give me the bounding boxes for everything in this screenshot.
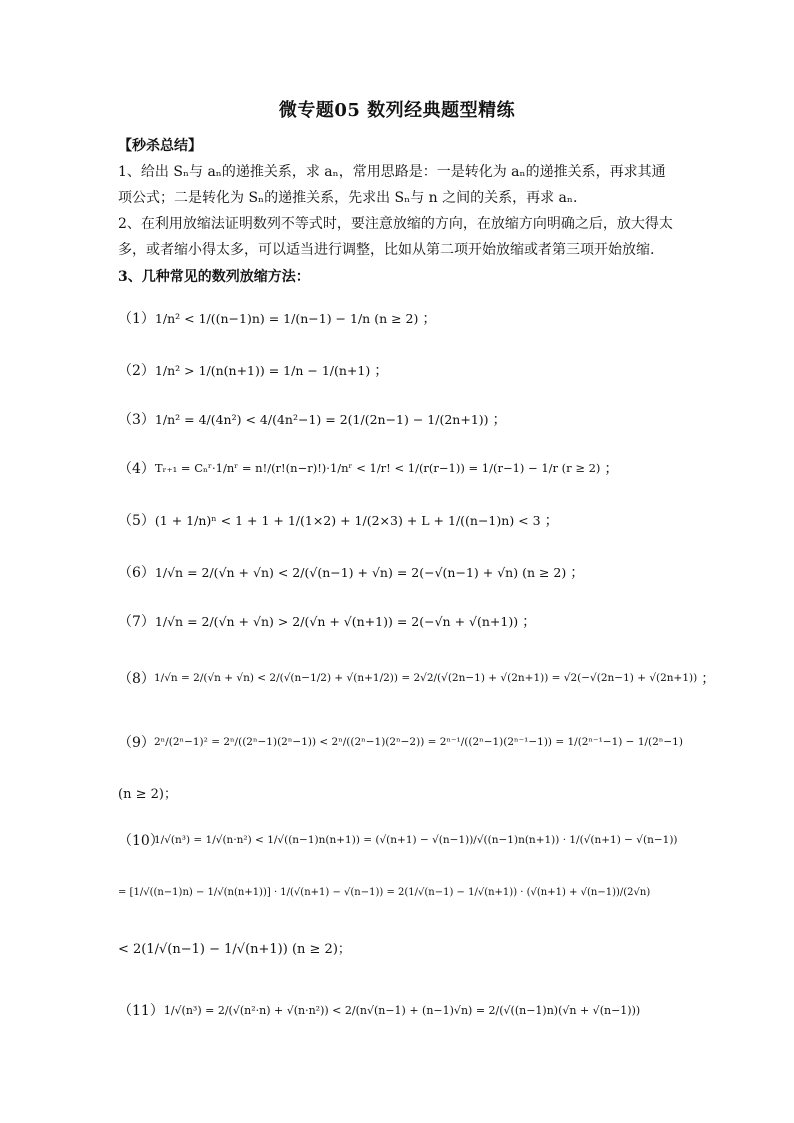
formula-expression: 1/√(n³) = 1/√(n·n²) < 1/√((n−1)n(n+1)) = (√(n+1) − √(n−1))/√((n−1)n(n+1)) · 1/(√(n+1) − √(n−1)) [154,834,678,846]
formula-label: （8） [118,671,155,687]
formula-item-10-continued-2: < 2(1/√(n−1) − 1/√(n+1)) (n ≥ 2)； [118,941,351,957]
formula-item-7 [118,601,678,641]
formula-tail: ； [374,363,389,379]
formula-item-8 [118,658,716,698]
formula-tail: ； [604,461,619,477]
formula-item-3 [118,399,678,439]
formula-item-2 [118,350,678,390]
formula-expression: 1/√n = 2/(√n + √n) > 2/(√n + √(n+1)) = 2(−√n + √(n+1)) [154,613,519,629]
section-heading: 【秒杀总结】 [118,138,202,154]
formula-expression: 1/√n = 2/(√n + √n) < 2/(√(n−1/2) + √(n+1/2)) = 2√2/(√(2n−1) + √(2n+1)) = √2(−√(2n−1) + √(2n+1)) [154,672,698,684]
formula-expression: 1/√(n³) = 2/(√(n²·n) + √(n·n²)) < 2/(n√(n−1) + (n−1)√n) = 2/(√((n−1)n)(√n + √(n−1))) [163,1003,641,1017]
formula-tail: ； [701,671,716,687]
formula-label: （4） [118,461,155,477]
formula-label: （9） [118,735,155,751]
formula-label: （5） [118,513,155,529]
paragraph-2: 2、在利用放缩法证明数列不等式时，要注意放缩的方向，在放缩方向明确之后，放大得太多，或者缩小得太多，可以适当进行调整，比如从第二项开始放缩或者第三项开始放缩. [118,216,673,258]
formula-label: （11） [118,1003,164,1019]
formula-item-10 [118,820,678,860]
formula-item-11 [118,990,678,1030]
formula-label: （6） [118,565,155,581]
formula-label: （3） [118,412,155,428]
formula-tail: ； [492,412,507,428]
methods-heading: 3、几种常见的数列放缩方法： [118,269,310,285]
formula-expression: 1/n² > 1/(n(n+1)) = 1/n − 1/(n+1) [154,362,371,378]
formula-item-5 [118,500,678,540]
formula-tail: ； [544,513,559,529]
formula-item-10-continued-1: = [1/√((n−1)n) − 1/√(n(n+1))] · 1/(√(n+1) − √(n−1)) = 2(1/√(n−1) − 1/√(n+1)) · (√(n+1) + √(n−1))/(2√n) [118,886,651,898]
formula-expression: 2ⁿ/(2ⁿ−1)² = 2ⁿ/((2ⁿ−1)(2ⁿ−1)) < 2ⁿ/((2ⁿ−1)(2ⁿ−2)) = 2ⁿ⁻¹/((2ⁿ−1)(2ⁿ⁻¹−1)) = 1/(2ⁿ⁻¹−1) − 1/(2ⁿ−1) [154,736,683,748]
formula-expression: 1/√n = 2/(√n + √n) < 2/(√(n−1) + √n) = 2(−√(n−1) + √n) (n ≥ 2) [154,564,567,580]
formula-item-4 [118,448,678,488]
paragraph-1: 1、给出 Sₙ与 aₙ的递推关系，求 aₙ，常用思路是：一是转化为 aₙ的递推关系，再求其通项公式；二是转化为 Sₙ的递推关系，先求出 Sₙ与 n 之间的关系，再求 aₙ. [118,164,666,206]
formula-tail: ； [522,614,537,630]
formula-expression: 1/n² < 1/((n−1)n) = 1/(n−1) − 1/n (n ≥ 2) [154,310,419,326]
formula-expression: 1/n² = 4/(4n²) < 4/(4n²−1) = 2(1/(2n−1) − 1/(2n+1)) [154,411,489,427]
formula-label: （7） [118,614,155,630]
formula-tail: ； [570,565,585,581]
formula-label: （2） [118,363,155,379]
formula-expression: Tᵣ₊₁ = Cₙʳ·1/nʳ = n!/(r!(n−r)!)·1/nʳ < 1/r! < 1/(r(r−1)) = 1/(r−1) − 1/r (r ≥ 2) [154,461,601,475]
formula-item-6 [118,552,678,592]
formula-item-9 [118,722,683,762]
formula-label: （10） [118,833,164,849]
page-title: 微专题05 数列经典题型精练 [278,100,516,121]
formula-label: （1） [118,311,155,327]
formula-expression: (1 + 1/n)ⁿ < 1 + 1 + 1/(1×2) + 1/(2×3) + L + 1/((n−1)n) < 3 [154,512,541,528]
formula-item-9-continued: (n ≥ 2)； [118,786,177,802]
formula-tail: ； [422,311,437,327]
formula-item-1 [118,298,678,338]
